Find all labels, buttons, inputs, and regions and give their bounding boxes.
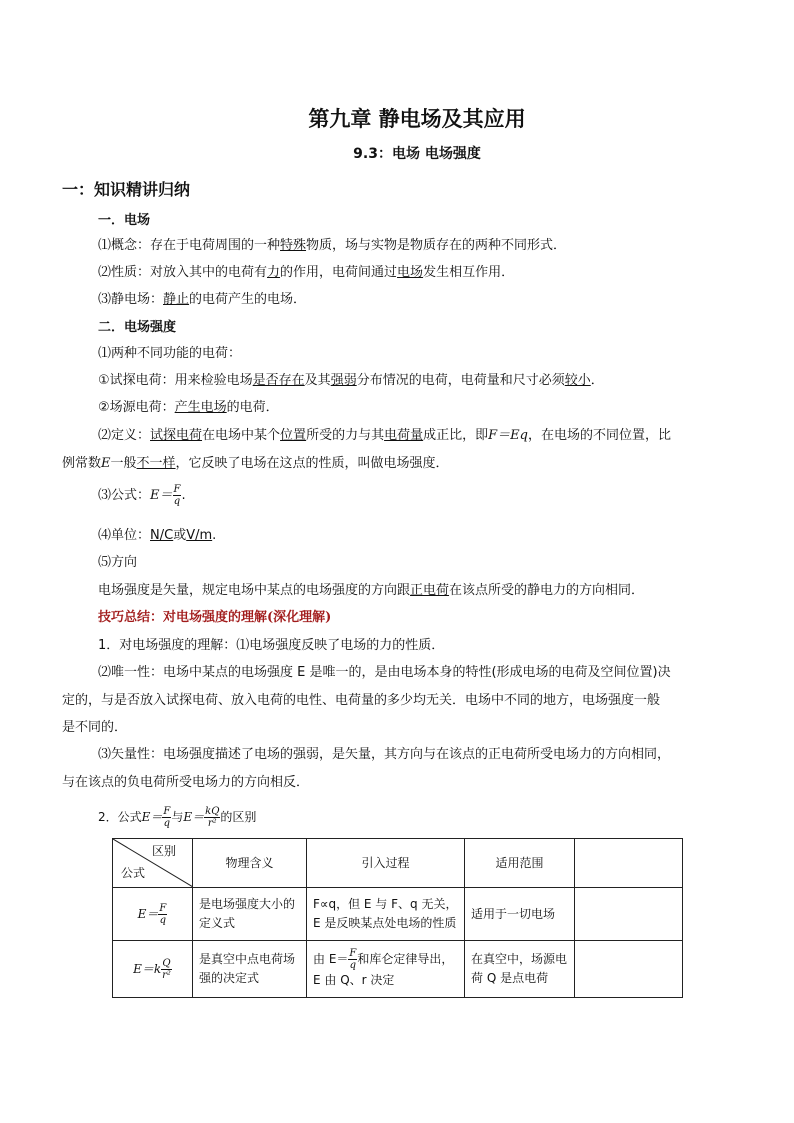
meaning-cell: 是电场强度大小的定义式 <box>193 888 307 941</box>
scope-cell: 适用于一切电场 <box>465 888 575 941</box>
fraction-numerator: F <box>173 484 181 495</box>
text: 或 <box>173 528 187 543</box>
formula-inline: F＝Eq <box>488 428 528 443</box>
section-heading-knowledge: 一：知识精讲归纳 <box>62 180 191 199</box>
blank-answer: 力 <box>267 265 281 280</box>
formula-comparison-table <box>112 838 683 998</box>
text: 成正比，即 <box>423 428 489 443</box>
skills-p3-line1: ⑶矢量性：电场强度描述了电场的强弱，是矢量，其方向与在该点的正电荷所受电场力的方向相同， <box>98 747 671 762</box>
process-cell: F∝q，但 E 与 F、q 无关，E 是反映某点处电场的性质 <box>307 888 465 941</box>
formula-cell <box>113 888 193 941</box>
blank-answer: 正电荷 <box>410 583 450 598</box>
table-header-cell: 物理含义 <box>193 839 307 888</box>
source-charge-line <box>98 399 279 417</box>
text: 2．公式 <box>98 810 142 824</box>
text: 发生相互作用． <box>423 265 515 280</box>
section-subtitle: 9.3：电场 电场强度 <box>353 146 481 162</box>
definition-line-2 <box>62 455 449 473</box>
fraction-numerator: F <box>159 902 167 914</box>
formula-inline: E <box>101 456 111 471</box>
text: 分布情况的电荷，电荷量和尺寸必须 <box>356 373 565 388</box>
text: 的电荷． <box>226 400 279 415</box>
blank-answer: 不一样 <box>136 456 176 471</box>
blank-answer: 静止 <box>163 292 190 307</box>
direction-text <box>98 582 644 600</box>
table-row <box>113 888 683 941</box>
heading-electric-field: 一．电场 <box>98 213 151 228</box>
text: ⑶公式： <box>98 488 151 503</box>
unit-line <box>98 527 216 545</box>
table-header-cell: 引入过程 <box>307 839 465 888</box>
text: . <box>212 528 217 543</box>
text: 与 <box>171 810 184 824</box>
concept-line <box>98 237 566 255</box>
text: 一般 <box>110 456 137 471</box>
fraction-numerator: kQ <box>205 806 220 817</box>
text: 的区别 <box>220 810 257 824</box>
formula-lhs: E＝ <box>137 906 159 921</box>
formula-lhs: E＝ <box>183 810 205 824</box>
table-header-row <box>113 839 683 888</box>
fraction-denominator: q <box>349 960 357 971</box>
text: 在电场中某个 <box>202 428 281 443</box>
corner-label-top: 区别 <box>151 844 176 858</box>
fraction-numerator: F <box>349 948 357 959</box>
blank-answer: 试探电荷 <box>150 428 203 443</box>
blank-answer: 电场 <box>397 265 424 280</box>
blank-answer: V/m <box>186 528 213 543</box>
blank-answer: 是否存在 <box>252 373 305 388</box>
text: ②场源电荷： <box>98 400 175 415</box>
formula-lhs: E＝ <box>150 488 173 503</box>
fraction-denominator: r² <box>162 969 171 981</box>
text: ⑶静电场： <box>98 292 164 307</box>
corner-label-bottom: 公式 <box>121 866 146 880</box>
fraction-denominator: q <box>173 496 181 507</box>
text: 例常数 <box>62 456 102 471</box>
direction-label: ⑸方向 <box>98 555 138 570</box>
text: 电场强度是矢量，规定电场中某点的电场强度的方向跟 <box>98 583 411 598</box>
heading-field-strength: 二．电场强度 <box>98 320 177 335</box>
text: ⑵定义： <box>98 428 151 443</box>
blank-answer: 较小 <box>564 373 591 388</box>
skills-heading: 技巧总结：对电场强度的理解(深化理解) <box>98 610 332 625</box>
skills-p2-line2: 定的，与是否放入试探电荷、放入电荷的电性、电荷量的多少均无关．电场中不同的地方，电场强度一般 <box>62 693 661 708</box>
text: 所受的力与其 <box>306 428 385 443</box>
text: ，在电场的不同位置，比 <box>527 428 671 443</box>
fraction-denominator: q <box>163 818 171 829</box>
fraction-numerator: F <box>163 806 171 817</box>
formula-line <box>98 483 186 509</box>
text: 由 E＝ <box>313 952 349 966</box>
blank-answer: 强弱 <box>330 373 357 388</box>
formula-fraction <box>204 806 220 829</box>
process-cell <box>307 941 465 998</box>
extra-cell <box>575 888 683 941</box>
definition-line-1 <box>98 427 671 445</box>
formula-lhs: E＝k <box>133 961 162 976</box>
skills-p2-line3: 是不同的． <box>62 720 128 735</box>
skills-p1: 1．对电场强度的理解：⑴电场强度反映了电场的力的性质． <box>98 638 445 653</box>
static-field-line <box>98 291 306 309</box>
blank-answer: N/C <box>150 528 174 543</box>
text: 在该点所受的静电力的方向相同． <box>449 583 645 598</box>
text: 的电荷产生的电场． <box>189 292 307 307</box>
blank-answer: 电荷量 <box>384 428 424 443</box>
property-line <box>98 264 514 282</box>
meaning-cell: 是真空中点电荷场强的决定式 <box>193 941 307 998</box>
fraction-denominator: q <box>159 914 167 926</box>
table-row <box>113 941 683 998</box>
text: 物质，场与实物是物质存在的两种不同形式． <box>306 238 567 253</box>
table-header-cell: 适用范围 <box>465 839 575 888</box>
formula-fraction <box>158 903 167 926</box>
formula-lhs: E＝ <box>141 810 163 824</box>
text: ． <box>590 373 604 388</box>
skills-p3-line2: 与在该点的负电荷所受电场力的方向相反． <box>62 775 310 790</box>
scope-cell: 在真空中，场源电荷 Q 是点电荷 <box>465 941 575 998</box>
blank-answer: 产生电场 <box>174 400 227 415</box>
fraction-denominator: r² <box>207 818 217 829</box>
extra-cell <box>575 941 683 998</box>
table-header-cell <box>575 839 683 888</box>
text: ①试探电荷：用来检验电场 <box>98 373 253 388</box>
text: 的作用，电荷间通过 <box>280 265 398 280</box>
blank-answer: 特殊 <box>280 238 307 253</box>
text: 及其 <box>304 373 331 388</box>
compare-line <box>98 804 256 830</box>
text: ⑷单位： <box>98 528 151 543</box>
test-charge-line <box>98 372 604 390</box>
chapter-title: 第九章 静电场及其应用 <box>308 106 526 131</box>
text: . <box>181 488 186 503</box>
skills-p2-line1: ⑵唯一性：电场中某点的电场强度 E 是唯一的，是由电场本身的特性(形成电场的电荷及空间位置)决 <box>98 665 671 680</box>
text: ⑵性质：对放入其中的电荷有 <box>98 265 268 280</box>
fraction-numerator: Q <box>162 957 171 969</box>
table-corner-cell <box>113 839 193 888</box>
text: ⑴概念：存在于电荷周围的一种 <box>98 238 281 253</box>
formula-cell <box>113 941 193 998</box>
two-charges-line: ⑴两种不同功能的电荷： <box>98 346 242 361</box>
text: 和库仑定律导出，E 由 Q、r 决定 <box>313 952 454 987</box>
formula-fraction <box>161 958 172 981</box>
text: ，它反映了电场在这点的性质，叫做电场强度． <box>175 456 449 471</box>
blank-answer: 位置 <box>280 428 307 443</box>
